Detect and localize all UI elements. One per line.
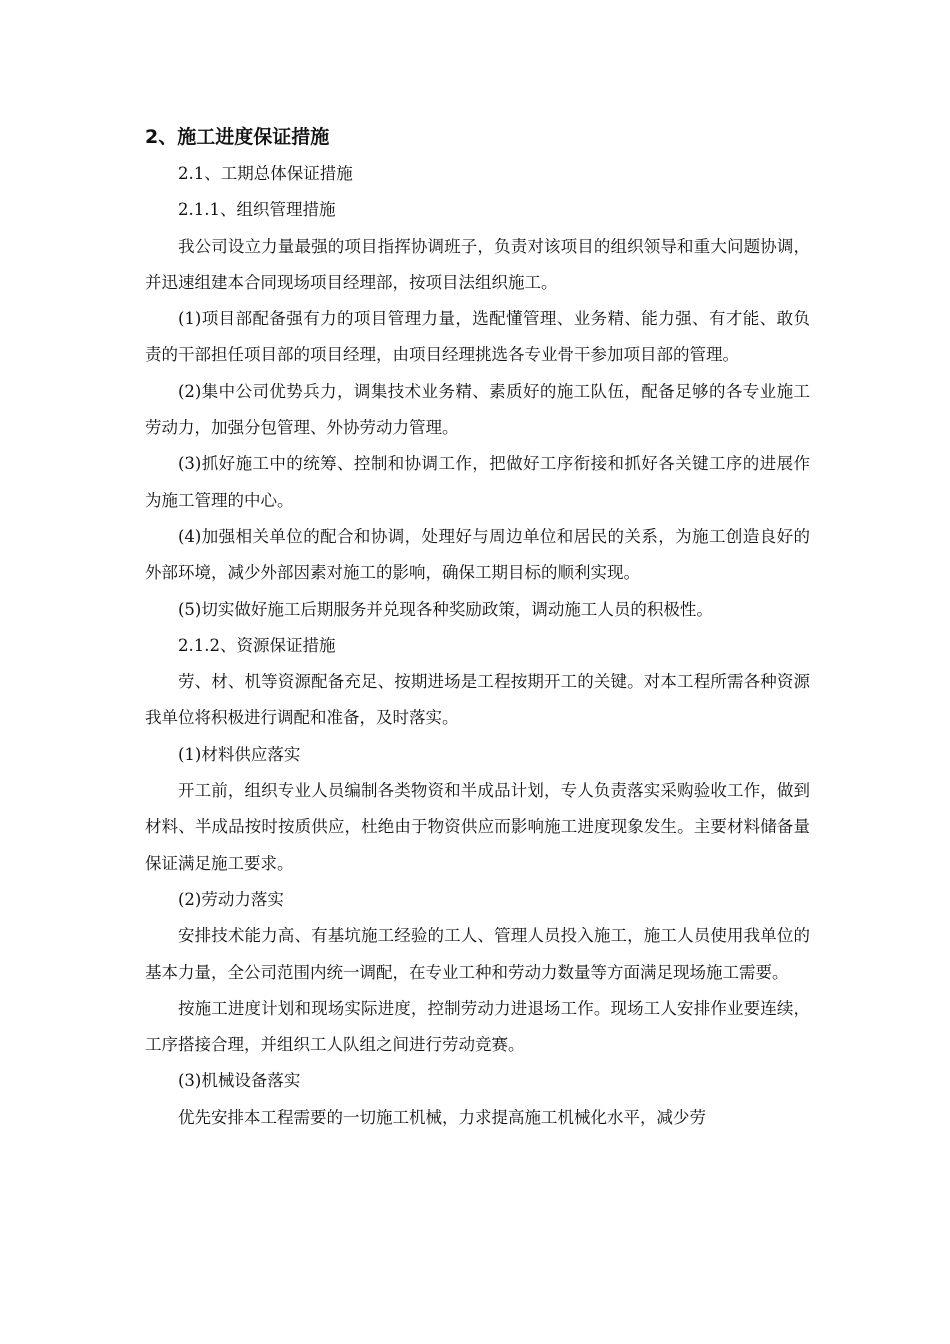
body-paragraph: 优先安排本工程需要的一切施工机械，力求提高施工机械化水平，减少劳 [178,1107,706,1127]
subsection-heading-2-1-1: 2.1.1、组织管理措施 [178,200,336,220]
body-paragraph: 开工前，组织专业人员编制各类物资和半成品计划，专人负责落实采购验收工作，做到材料、半成品按时按质供应，杜绝由于物资供应而影响施工进度现象发生。主要材料储备量保证满足施工要求。 [145,781,810,873]
body-paragraph: 按施工进度计划和现场实际进度，控制劳动力进退场工作。现场工人安排作业要连续，工序搭接合理，并组织工人队组之间进行劳动竞赛。 [145,998,810,1055]
list-item-4: (4)加强相关单位的配合和协调，处理好与周边单位和居民的关系，为施工创造良好的外部环境，减少外部因素对施工的影响，确保工期目标的顺利实现。 [145,526,810,583]
item-heading-labor: (2)劳动力落实 [178,889,284,909]
body-paragraph: 安排技术能力高、有基坑施工经验的工人、管理人员投入施工，施工人员使用我单位的基本力量，全公司范围内统一调配，在专业工种和劳动力数量等方面满足现场施工需要。 [145,926,810,982]
list-item-5: (5)切实做好施工后期服务并兑现各种奖励政策，调动施工人员的积极性。 [178,599,713,619]
list-item-2: (2)集中公司优势兵力，调集技术业务精、素质好的施工队伍，配备足够的各专业施工劳动力，加强分包管理、外协劳动力管理。 [145,381,810,438]
body-paragraph: 我公司设立力量最强的项目指挥协调班子，负责对该项目的组织领导和重大问题协调，并迅速组建本合同现场项目经理部，按项目法组织施工。 [145,236,810,292]
list-item-3: (3)抓好施工中的统筹、控制和协调工作，把做好工序衔接和抓好各关键工序的进展作为施工管理的中心。 [145,454,810,510]
document-page [145,118,810,1136]
item-heading-machinery: (3)机械设备落实 [178,1071,301,1091]
subsection-heading-2-1: 2.1、工期总体保证措施 [178,164,353,183]
body-paragraph: 劳、材、机等资源配备充足、按期进场是工程按期开工的关键。对本工程所需各种资源我单位将积极进行调配和准备，及时落实。 [145,672,810,728]
section-title: 2、施工进度保证措施 [145,126,330,148]
item-heading-materials: (1)材料供应落实 [178,744,301,764]
subsection-heading-2-1-2: 2.1.2、资源保证措施 [178,635,336,655]
list-item-1: (1)项目部配备强有力的项目管理力量，选配懂管理、业务精、能力强、有才能、敢负责的干部担任项目部的项目经理，由项目经理挑选各专业骨干参加项目部的管理。 [145,309,810,365]
